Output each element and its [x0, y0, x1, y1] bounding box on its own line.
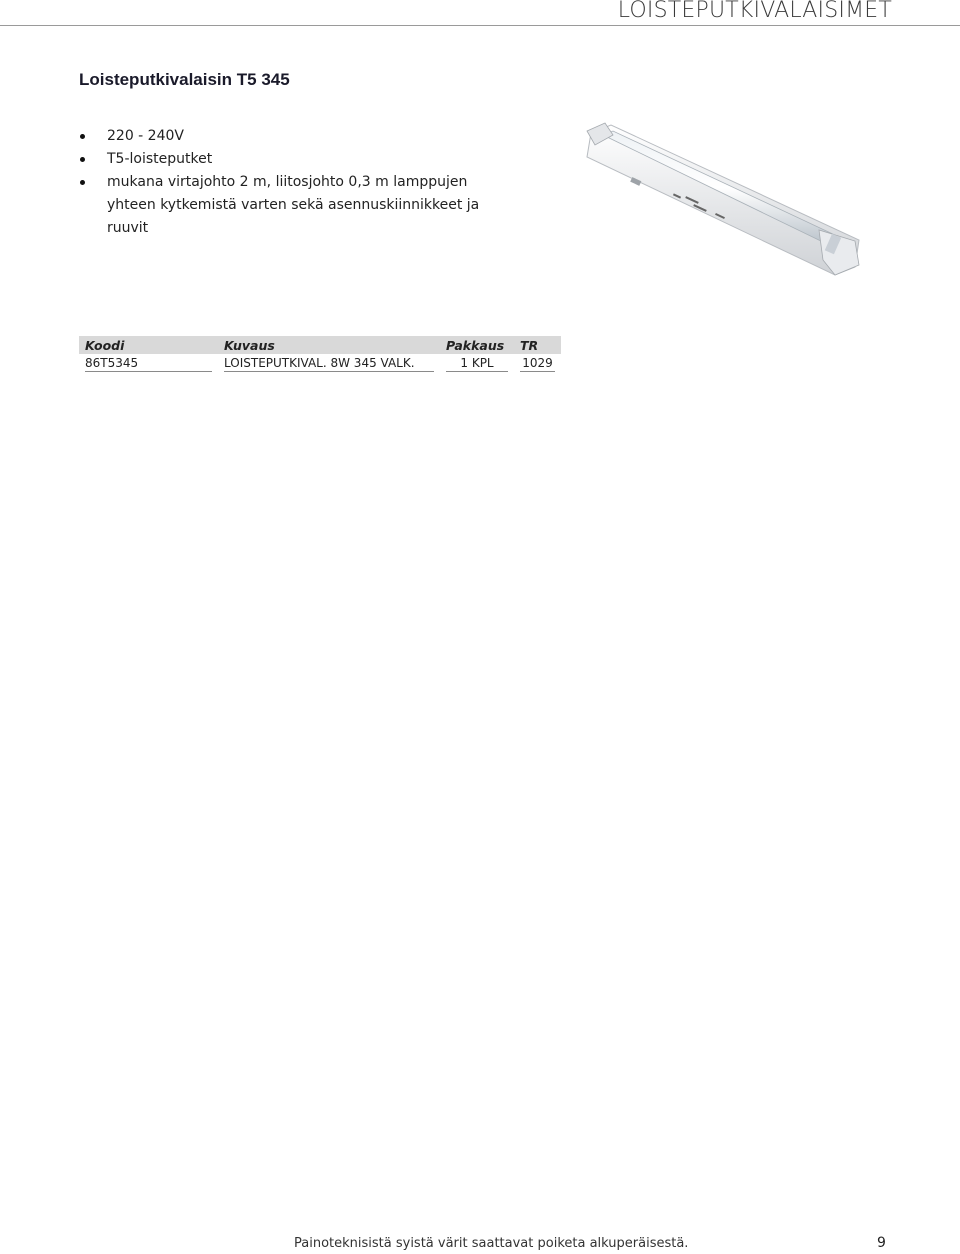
section-title: LOISTEPUTKIVALAISIMET [617, 0, 892, 23]
table-header-row [79, 336, 561, 354]
fluorescent-light-fixture-icon [573, 95, 885, 305]
table-row [79, 354, 561, 374]
product-photo [573, 95, 885, 305]
column-header-tr: TR [514, 336, 561, 354]
column-header-koodi: Koodi [79, 336, 218, 354]
product-table [79, 336, 561, 374]
cell-kuvaus: LOISTEPUTKIVAL. 8W 345 VALK. [224, 356, 434, 372]
feature-list [79, 125, 519, 240]
column-header-kuvaus: Kuvaus [218, 336, 440, 354]
feature-item: 220 - 240V [79, 125, 519, 148]
cell-tr: 1029 [520, 356, 555, 372]
header-divider [0, 25, 960, 26]
column-header-pakkaus: Pakkaus [440, 336, 514, 354]
cell-koodi: 86T5345 [85, 356, 212, 372]
cell-pakkaus: 1 KPL [446, 356, 508, 372]
feature-item: mukana virtajohto 2 m, liitosjohto 0,3 m lamppujen yhteen kytkemistä varten sekä asennuskiinnikkeet ja ruuvit [79, 171, 519, 240]
footer-disclaimer: Painoteknisistä syistä värit saattavat poiketa alkuperäisestä. [294, 1236, 689, 1251]
page-number: 9 [877, 1235, 886, 1251]
feature-item: T5-loisteputket [79, 148, 519, 171]
product-title: Loisteputkivalaisin T5 345 [79, 70, 290, 89]
